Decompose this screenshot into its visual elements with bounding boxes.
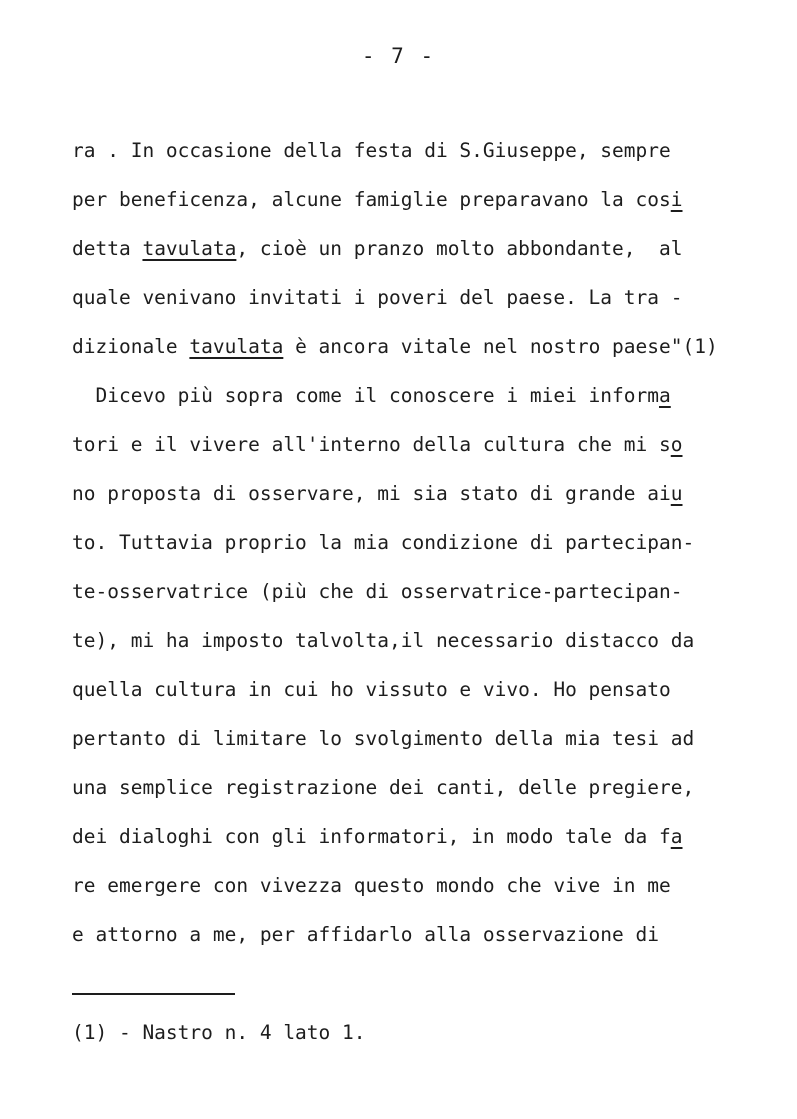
text-segment: pertanto di limitare lo svolgimento della mia tesi ad [72, 727, 695, 750]
text-segment: dizionale [72, 335, 190, 358]
text-line [72, 430, 772, 479]
footnote-divider [72, 993, 235, 995]
text-segment: e attorno a me, per affidarlo alla osservazione di [72, 923, 659, 946]
text-segment: per beneficenza, alcune famiglie preparavano la cos [72, 188, 671, 211]
underlined-text: a [659, 384, 671, 407]
underlined-text: tavulata [142, 237, 237, 260]
text-segment: quale venivano invitati i poveri del paese. La tra - [72, 286, 683, 309]
text-segment: to. Tuttavia proprio la mia condizione di partecipan- [72, 531, 695, 554]
text-segment: ra . In occasione della festa di S.Giuseppe, sempre [72, 139, 671, 162]
text-segment: re emergere con vivezza questo mondo che vive in me [72, 874, 671, 897]
text-line [72, 822, 772, 871]
body-text [72, 136, 772, 969]
text-segment: una semplice registrazione dei canti, delle pregiere, [72, 776, 695, 799]
text-line [72, 528, 772, 577]
text-line [72, 136, 772, 185]
text-line [72, 332, 772, 381]
text-line [72, 185, 772, 234]
text-segment: te), mi ha imposto talvolta,il necessario distacco da [72, 629, 695, 652]
text-segment: Dicevo più sopra come il conoscere i miei inform [72, 384, 659, 407]
underlined-text: a [670, 825, 683, 848]
text-segment: tori e il vivere all'interno della cultura che mi s [72, 433, 671, 456]
underlined-text: u [670, 482, 683, 505]
text-line [72, 577, 772, 626]
text-segment: è ancora vitale nel nostro paese"(1) [283, 335, 718, 358]
text-line [72, 234, 772, 283]
text-line [72, 381, 772, 430]
page-number: - 7 - [361, 44, 436, 68]
footnote: (1) - Nastro n. 4 lato 1. [72, 1021, 366, 1044]
text-segment: dei dialoghi con gli informatori, in modo tale da f [72, 825, 671, 848]
text-line [72, 871, 772, 920]
text-line [72, 283, 772, 332]
text-segment: detta [72, 237, 143, 260]
text-segment: quella cultura in cui ho vissuto e vivo. Ho pensato [72, 678, 671, 701]
text-segment: , cioè un pranzo molto abbondante, al [236, 237, 683, 260]
text-line [72, 773, 772, 822]
text-line [72, 920, 772, 969]
text-segment: no proposta di osservare, mi sia stato di grande ai [72, 482, 671, 505]
underlined-text: tavulata [189, 335, 284, 358]
underlined-text: i [670, 188, 683, 211]
text-line [72, 675, 772, 724]
text-line [72, 479, 772, 528]
text-line [72, 724, 772, 773]
text-line [72, 626, 772, 675]
underlined-text: o [670, 433, 683, 456]
text-segment: te-osservatrice (più che di osservatrice-partecipan- [72, 580, 683, 603]
